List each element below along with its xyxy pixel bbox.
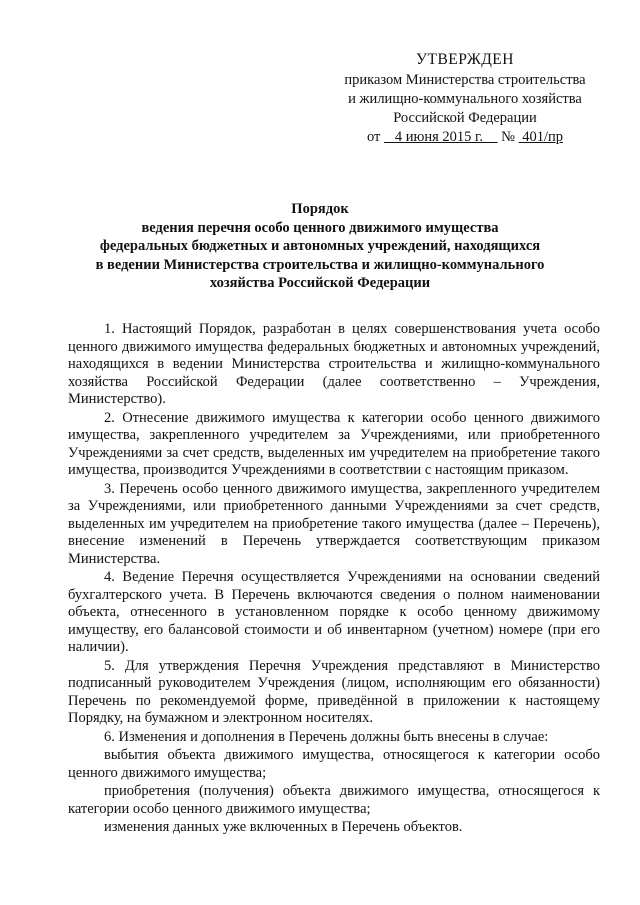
paragraph-1: 1. Настоящий Порядок, разработан в целях совершенствования учета особо ценного движимого имущества федеральных бюджетных и автономных учреждений, находящихся в ведении Министерства строительства и жилищно-коммунального хозяйства Российской Федерации (далее соответственно – Учреждения, Министерство).	[68, 321, 600, 407]
document-title	[60, 200, 580, 293]
number-label: №	[501, 129, 515, 145]
document-body	[68, 321, 600, 838]
title-line-4: в ведении Министерства строительства и жилищно-коммунального	[95, 256, 545, 273]
approval-number: 401/пр	[522, 129, 563, 145]
approval-heading: УТВЕРЖДЕН	[416, 51, 514, 68]
approval-line-1: приказом Министерства строительства	[344, 72, 586, 88]
paragraph-4: 4. Ведение Перечня осуществляется Учреждениями на основании сведений бухгалтерского учета. В Перечень включаются сведения о полном наименовании объекта, отнесенного в установленном порядке к особо ценному движимому имуществу, его балансовой стоимости и об инвентарном (учетном) номере (при его наличии).	[68, 569, 600, 655]
title-line-5: хозяйства Российской Федерации	[209, 275, 431, 291]
paragraph-2: 2. Отнесение движимого имущества к категории особо ценного движимого имущества, закрепленного учредителем за Учреждениями, или приобретенного Учреждениями за счет средств, выделенных им учредителем на приобретение такого имущества, производится Учреждениями в соответствии с настоящим приказом.	[68, 409, 600, 478]
paragraph-6-item-3: изменения данных уже включенных в Перечень объектов.	[104, 819, 463, 835]
approval-date-line	[330, 128, 600, 147]
approval-line-2: и жилищно-коммунального хозяйства	[348, 91, 582, 107]
title-line-3: федеральных бюджетных и автономных учреждений, находящихся	[99, 238, 541, 254]
paragraph-5: 5. Для утверждения Перечня Учреждения представляют в Министерство подписанный руководителем Учреждения (лицом, исполняющим его обязанности) Перечень по рекомендуемой форме, приведённой в приложении к настоящему Порядку, на бумажном и электронном носителях.	[68, 657, 600, 726]
from-label: от	[366, 129, 381, 145]
title-line-1: Порядок	[291, 201, 349, 217]
paragraph-6-item-1: выбытия объекта движимого имущества, относящегося к категории особо ценного движимого имущества;	[68, 747, 600, 781]
title-line-2: ведения перечня особо ценного движимого имущества	[141, 219, 499, 236]
paragraph-3: 3. Перечень особо ценного движимого имущества, закрепленного учредителем за Учреждениями, или приобретенного данными Учреждениями за счет средств, выделенных им учредителем на приобретение такого имущества (далее – Перечень), внесение изменений в Перечень утверждается соответствующим приказом Министерства.	[68, 480, 600, 567]
paragraph-6: 6. Изменения и дополнения в Перечень должны быть внесены в случае:	[104, 728, 549, 745]
approval-line-3: Российской Федерации	[393, 110, 537, 126]
approval-date: 4 июня 2015 г.	[394, 129, 483, 145]
approval-block	[330, 50, 600, 147]
paragraph-6-item-2: приобретения (получения) объекта движимого имущества, относящегося к категории особо ценного движимого имущества;	[68, 783, 600, 817]
